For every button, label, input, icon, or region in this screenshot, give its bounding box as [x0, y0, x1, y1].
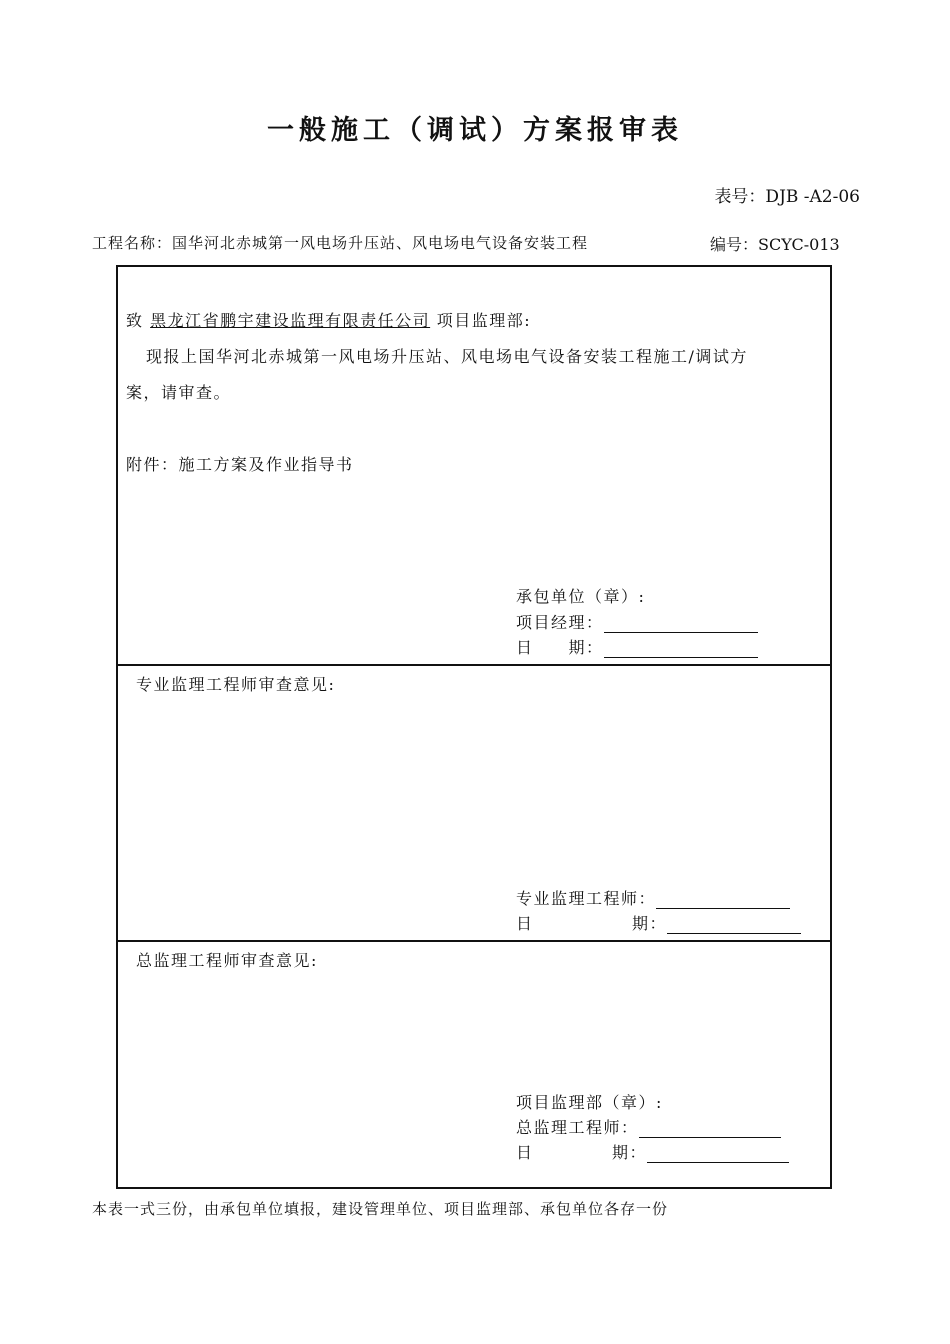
footer-note: 本表一式三份，由承包单位填报，建设管理单位、项目监理部、承包单位各存一份	[92, 1200, 669, 1218]
addressee-prefix: 致	[126, 311, 144, 330]
form-number: 表号：DJB -A2-06	[714, 187, 860, 207]
contractor-seal-label: 承包单位（章）:	[516, 587, 646, 606]
date-label-1: 日 期：	[516, 638, 604, 657]
chief-row	[516, 1115, 781, 1138]
submission-text-line1: 现报上国华河北赤城第一风电场升压站、风电场电气设备安装工程施工/调试方	[146, 347, 748, 366]
dept-seal-label: 项目监理部（章）:	[516, 1093, 663, 1112]
engineer-label: 专业监理工程师：	[516, 889, 657, 908]
chief-review-heading: 总监理工程师审查意见:	[136, 951, 318, 970]
submission-text-line2: 案，请审查。	[126, 383, 232, 402]
section-divider-1	[116, 664, 832, 666]
page-title: 一般施工（调试）方案报审表	[267, 115, 683, 146]
date-label-2a: 日	[516, 914, 534, 933]
engineer-row	[516, 886, 790, 909]
attachment-line: 附件：施工方案及作业指导书	[126, 455, 354, 474]
form-frame	[116, 265, 832, 1189]
manager-row	[516, 610, 758, 633]
project-label: 工程名称：	[92, 234, 173, 252]
manager-signature-field[interactable]	[604, 618, 758, 633]
section-divider-2	[116, 940, 832, 942]
manager-label: 项目经理：	[516, 613, 604, 632]
date-row-3	[516, 1140, 534, 1163]
chief-label: 总监理工程师：	[516, 1118, 639, 1137]
date-row-2	[516, 911, 534, 934]
date-row-1	[516, 635, 758, 658]
date-field-3[interactable]	[647, 1148, 789, 1163]
date-label-3b: 期：	[612, 1143, 648, 1162]
chief-signature-field[interactable]	[639, 1123, 781, 1138]
date-row-2-tail	[632, 911, 801, 934]
date-row-3-tail	[612, 1140, 789, 1163]
addressee-line	[126, 308, 531, 331]
addressee-org: 黑龙江省鹏宇建设监理有限责任公司	[150, 311, 431, 330]
addressee-suffix: 项目监理部:	[436, 311, 532, 330]
date-label-3a: 日	[516, 1143, 534, 1162]
project-name: 国华河北赤城第一风电场升压站、风电场电气设备安装工程	[172, 234, 589, 252]
date-field-1[interactable]	[604, 643, 758, 658]
specialist-review-heading: 专业监理工程师审查意见:	[136, 675, 336, 694]
serial-number: 编号：SCYC-013	[710, 235, 840, 254]
engineer-signature-field[interactable]	[656, 894, 790, 909]
date-field-2[interactable]	[667, 919, 801, 934]
date-label-2b: 期：	[632, 914, 668, 933]
project-name-row	[92, 232, 588, 253]
